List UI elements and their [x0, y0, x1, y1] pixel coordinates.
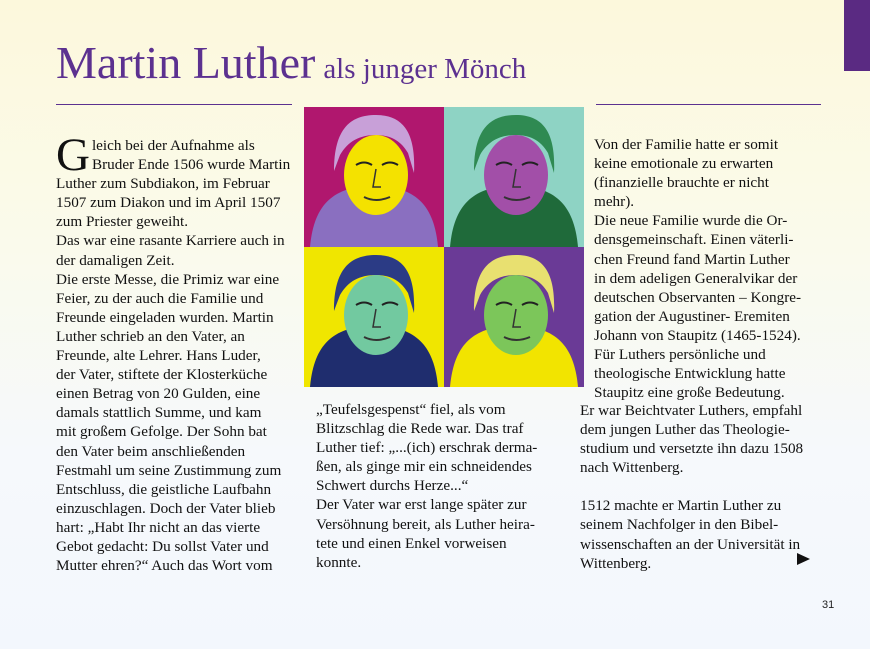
text-line: (finanzielle brauchte er nicht — [594, 174, 769, 192]
text-line: wissenschaften an der Universität in — [580, 535, 801, 553]
text-column-1 — [56, 129, 304, 575]
text-line: mehr). — [594, 193, 635, 211]
text-line: hart: „Habt Ihr nicht an das vierte — [56, 518, 261, 536]
text-line: Der Vater war erst lange später zur — [316, 496, 527, 514]
text-line: Festmahl um seine Zustimmung zum — [56, 461, 282, 479]
drop-cap: G — [56, 129, 90, 181]
text-line: Für Luthers persönliche und — [594, 346, 766, 364]
text-line: damals stattlich Summe, und kam — [56, 404, 262, 422]
text-line: Gebot gedacht: Du sollst Vater und — [56, 537, 269, 555]
text-line: einen Betrag von 20 Gulden, eine — [56, 385, 261, 403]
text-line: Das war eine rasante Karriere auch in — [56, 232, 285, 250]
text-line: Er war Beichtvater Luthers, empfahl — [580, 402, 803, 419]
portrait-face — [484, 135, 548, 215]
page-title — [56, 36, 526, 89]
portrait-panel — [444, 107, 584, 247]
text-line: Bruder Ende 1506 wurde Martin — [91, 156, 291, 174]
text-line: deutschen Observanten – Kongre- — [594, 288, 802, 306]
title-rule-left — [56, 104, 292, 105]
text-line: der Vater, stiftete der Klosterküche — [56, 366, 268, 384]
paragraph-gap — [580, 477, 830, 496]
text-line: mit großem Gefolge. Der Sohn bat — [56, 423, 267, 441]
text-line: „Teufelsgespenst“ fiel, als vom — [316, 401, 506, 418]
portrait-face — [484, 275, 548, 355]
portrait-face — [344, 275, 408, 355]
text-line: Die neue Familie wurde die Or- — [594, 212, 788, 230]
text-line: gation der Augustiner- Eremiten — [594, 307, 790, 325]
text-line: Blitzschlag die Rede war. Das traf — [316, 420, 524, 438]
title-main: Martin Luther — [56, 37, 316, 88]
text-column-3-top — [594, 135, 824, 402]
text-line: Die erste Messe, die Primiz war eine — [56, 270, 280, 288]
text-line: Versöhnung bereit, als Luther heira- — [316, 515, 535, 533]
title-rule-right — [596, 104, 821, 105]
text-line: keine emotionale zu erwarten — [594, 155, 774, 173]
portrait-panel — [444, 247, 584, 387]
text-line: den Vater beim anschließenden — [56, 442, 246, 460]
text-line: konnte. — [316, 553, 362, 571]
text-line: der damaligen Zeit. — [56, 251, 175, 269]
portrait-panel — [304, 247, 444, 387]
text-line: in dem adeligen Generalvikar der — [594, 269, 798, 287]
text-line: Entschluss, die geistliche Laufbahn — [56, 480, 272, 498]
text-column-2 — [316, 400, 578, 572]
text-line: dem jungen Luther das Theologie- — [580, 421, 790, 439]
text-line: einzuschlagen. Doch der Vater blieb — [56, 499, 276, 517]
luther-pop-art-image — [304, 107, 584, 387]
text-line: leich bei der Aufnahme als — [91, 137, 255, 154]
text-line: Staupitz eine große Bedeutung. — [594, 384, 785, 402]
page-number: 31 — [822, 599, 835, 611]
text-line: Luther zum Subdiakon, im Februar — [56, 175, 270, 193]
text-line: ßen, als ginge mir ein schneidendes — [316, 458, 532, 476]
corner-accent-tab — [844, 0, 870, 71]
text-line: studium und versetzte ihn dazu 1508 — [580, 440, 804, 458]
title-subtitle: als junger Mönch — [323, 53, 527, 85]
text-line: Luther tief: „...(ich) erschrak derma- — [316, 439, 538, 457]
text-line: Schwert durchs Herze...“ — [316, 477, 469, 495]
next-page-arrow-icon[interactable] — [797, 553, 810, 565]
text-line: Feier, zu der auch die Familie und — [56, 289, 264, 307]
text-line: nach Wittenberg. — [580, 459, 684, 477]
portrait-panel — [304, 107, 444, 247]
text-line: 1512 machte er Martin Luther zu — [580, 497, 782, 515]
text-line: 1507 zum Diakon und im April 1507 — [56, 194, 281, 212]
text-line: Von der Familie hatte er somit — [594, 136, 779, 153]
text-line: zum Priester geweiht. — [56, 213, 189, 231]
text-line: Wittenberg. — [580, 554, 652, 572]
text-line: chen Freund fand Martin Luther — [594, 250, 790, 268]
text-line: Mutter ehren?“ Auch das Wort vom — [56, 557, 273, 575]
portrait-face — [344, 135, 408, 215]
text-line: Freunde eingeladen wurden. Martin — [56, 308, 274, 326]
text-line: Johann von Staupitz (1465-1524). — [594, 326, 801, 344]
text-line: tete und einen Enkel vorweisen — [316, 534, 507, 552]
text-line: Luther schrieb an den Vater, an — [56, 327, 245, 345]
text-line: theologische Entwicklung hatte — [594, 365, 786, 383]
text-line: Freunde, alte Lehrer. Hans Luder, — [56, 347, 261, 365]
text-line: seinem Nachfolger in den Bibel- — [580, 516, 779, 534]
text-line: densgemeinschaft. Einen väterli- — [594, 231, 794, 249]
text-column-3-bottom — [580, 401, 830, 573]
